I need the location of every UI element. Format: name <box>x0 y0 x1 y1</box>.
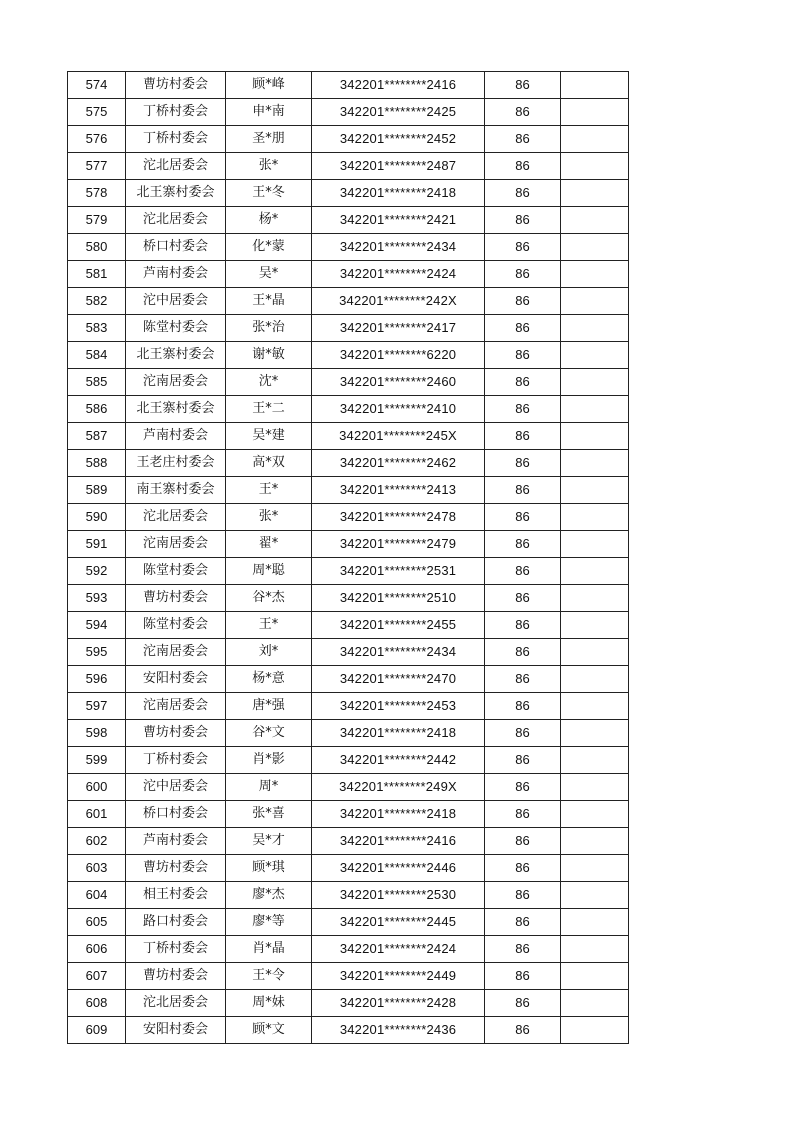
score-cell: 86 <box>485 72 561 99</box>
name-cell: 肖*晶 <box>226 936 312 963</box>
note-cell <box>561 369 629 396</box>
unit-cell: 曹坊村委会 <box>126 720 226 747</box>
id-number-cell: 342201********2417 <box>312 315 485 342</box>
row-number-cell: 583 <box>68 315 126 342</box>
unit-cell: 沱南居委会 <box>126 531 226 558</box>
score-cell: 86 <box>485 207 561 234</box>
row-number-cell: 591 <box>68 531 126 558</box>
score-cell: 86 <box>485 1017 561 1044</box>
row-number-cell: 598 <box>68 720 126 747</box>
score-cell: 86 <box>485 261 561 288</box>
note-cell <box>561 153 629 180</box>
table-row <box>68 747 629 774</box>
name-cell: 杨*意 <box>226 666 312 693</box>
unit-cell: 陈堂村委会 <box>126 558 226 585</box>
note-cell <box>561 855 629 882</box>
name-cell: 王*二 <box>226 396 312 423</box>
table-row <box>68 828 629 855</box>
row-number-cell: 605 <box>68 909 126 936</box>
note-cell <box>561 72 629 99</box>
note-cell <box>561 747 629 774</box>
table-row <box>68 234 629 261</box>
unit-cell: 北王寨村委会 <box>126 180 226 207</box>
unit-cell: 沱北居委会 <box>126 990 226 1017</box>
id-number-cell: 342201********2416 <box>312 72 485 99</box>
note-cell <box>561 612 629 639</box>
unit-cell: 芦南村委会 <box>126 423 226 450</box>
row-number-cell: 603 <box>68 855 126 882</box>
unit-cell: 北王寨村委会 <box>126 396 226 423</box>
unit-cell: 陈堂村委会 <box>126 315 226 342</box>
name-cell: 化*蒙 <box>226 234 312 261</box>
table-row <box>68 153 629 180</box>
table-row <box>68 180 629 207</box>
name-cell: 张* <box>226 504 312 531</box>
unit-cell: 曹坊村委会 <box>126 963 226 990</box>
table-row <box>68 774 629 801</box>
note-cell <box>561 585 629 612</box>
name-cell: 翟* <box>226 531 312 558</box>
id-number-cell: 342201********2460 <box>312 369 485 396</box>
table-row <box>68 558 629 585</box>
note-cell <box>561 342 629 369</box>
row-number-cell: 607 <box>68 963 126 990</box>
table-row <box>68 504 629 531</box>
name-cell: 王*冬 <box>226 180 312 207</box>
id-number-cell: 342201********2418 <box>312 180 485 207</box>
row-number-cell: 576 <box>68 126 126 153</box>
row-number-cell: 589 <box>68 477 126 504</box>
id-number-cell: 342201********2449 <box>312 963 485 990</box>
unit-cell: 沱中居委会 <box>126 288 226 315</box>
score-cell: 86 <box>485 234 561 261</box>
score-cell: 86 <box>485 990 561 1017</box>
table-row <box>68 99 629 126</box>
id-number-cell: 342201********2470 <box>312 666 485 693</box>
score-cell: 86 <box>485 153 561 180</box>
unit-cell: 丁桥村委会 <box>126 936 226 963</box>
unit-cell: 沱北居委会 <box>126 504 226 531</box>
name-cell: 廖*杰 <box>226 882 312 909</box>
id-number-cell: 342201********2530 <box>312 882 485 909</box>
table-row <box>68 936 629 963</box>
row-number-cell: 581 <box>68 261 126 288</box>
row-number-cell: 588 <box>68 450 126 477</box>
id-number-cell: 342201********2424 <box>312 261 485 288</box>
score-cell: 86 <box>485 369 561 396</box>
unit-cell: 曹坊村委会 <box>126 585 226 612</box>
table-row <box>68 585 629 612</box>
note-cell <box>561 693 629 720</box>
table-row <box>68 909 629 936</box>
row-number-cell: 575 <box>68 99 126 126</box>
unit-cell: 沱北居委会 <box>126 207 226 234</box>
table-row <box>68 531 629 558</box>
unit-cell: 沱北居委会 <box>126 153 226 180</box>
name-cell: 廖*等 <box>226 909 312 936</box>
note-cell <box>561 801 629 828</box>
note-cell <box>561 261 629 288</box>
name-cell: 杨* <box>226 207 312 234</box>
name-cell: 王* <box>226 612 312 639</box>
row-number-cell: 593 <box>68 585 126 612</box>
unit-cell: 沱中居委会 <box>126 774 226 801</box>
unit-cell: 丁桥村委会 <box>126 126 226 153</box>
score-cell: 86 <box>485 396 561 423</box>
unit-cell: 安阳村委会 <box>126 1017 226 1044</box>
row-number-cell: 606 <box>68 936 126 963</box>
note-cell <box>561 477 629 504</box>
row-number-cell: 582 <box>68 288 126 315</box>
row-number-cell: 608 <box>68 990 126 1017</box>
row-number-cell: 594 <box>68 612 126 639</box>
id-number-cell: 342201********2478 <box>312 504 485 531</box>
note-cell <box>561 396 629 423</box>
unit-cell: 丁桥村委会 <box>126 747 226 774</box>
unit-cell: 曹坊村委会 <box>126 72 226 99</box>
id-number-cell: 342201********6220 <box>312 342 485 369</box>
row-number-cell: 609 <box>68 1017 126 1044</box>
score-cell: 86 <box>485 720 561 747</box>
id-number-cell: 342201********2418 <box>312 801 485 828</box>
id-number-cell: 342201********2531 <box>312 558 485 585</box>
table-row <box>68 315 629 342</box>
row-number-cell: 597 <box>68 693 126 720</box>
unit-cell: 路口村委会 <box>126 909 226 936</box>
row-number-cell: 577 <box>68 153 126 180</box>
name-cell: 圣*朋 <box>226 126 312 153</box>
score-cell: 86 <box>485 666 561 693</box>
unit-cell: 芦南村委会 <box>126 828 226 855</box>
id-number-cell: 342201********2442 <box>312 747 485 774</box>
table-row <box>68 288 629 315</box>
note-cell <box>561 504 629 531</box>
score-cell: 86 <box>485 801 561 828</box>
row-number-cell: 578 <box>68 180 126 207</box>
name-cell: 谷*杰 <box>226 585 312 612</box>
table-row <box>68 369 629 396</box>
unit-cell: 沱南居委会 <box>126 369 226 396</box>
id-number-cell: 342201********2487 <box>312 153 485 180</box>
name-cell: 吴*建 <box>226 423 312 450</box>
roster-table-body <box>68 72 629 1044</box>
name-cell: 王* <box>226 477 312 504</box>
score-cell: 86 <box>485 855 561 882</box>
table-row <box>68 855 629 882</box>
score-cell: 86 <box>485 774 561 801</box>
table-row <box>68 612 629 639</box>
name-cell: 高*双 <box>226 450 312 477</box>
table-row <box>68 396 629 423</box>
score-cell: 86 <box>485 693 561 720</box>
row-number-cell: 590 <box>68 504 126 531</box>
name-cell: 顾*琪 <box>226 855 312 882</box>
note-cell <box>561 180 629 207</box>
score-cell: 86 <box>485 423 561 450</box>
score-cell: 86 <box>485 747 561 774</box>
score-cell: 86 <box>485 288 561 315</box>
table-row <box>68 261 629 288</box>
score-cell: 86 <box>485 558 561 585</box>
note-cell <box>561 882 629 909</box>
unit-cell: 桥口村委会 <box>126 234 226 261</box>
id-number-cell: 342201********2455 <box>312 612 485 639</box>
table-row <box>68 801 629 828</box>
table-row <box>68 450 629 477</box>
score-cell: 86 <box>485 963 561 990</box>
score-cell: 86 <box>485 180 561 207</box>
roster-sheet <box>67 71 629 1044</box>
table-row <box>68 477 629 504</box>
table-row <box>68 423 629 450</box>
id-number-cell: 342201********2452 <box>312 126 485 153</box>
score-cell: 86 <box>485 315 561 342</box>
score-cell: 86 <box>485 882 561 909</box>
row-number-cell: 592 <box>68 558 126 585</box>
name-cell: 周* <box>226 774 312 801</box>
id-number-cell: 342201********2453 <box>312 693 485 720</box>
row-number-cell: 604 <box>68 882 126 909</box>
table-row <box>68 720 629 747</box>
row-number-cell: 596 <box>68 666 126 693</box>
name-cell: 张* <box>226 153 312 180</box>
unit-cell: 南王寨村委会 <box>126 477 226 504</box>
name-cell: 申*南 <box>226 99 312 126</box>
unit-cell: 芦南村委会 <box>126 261 226 288</box>
score-cell: 86 <box>485 531 561 558</box>
note-cell <box>561 450 629 477</box>
table-row <box>68 666 629 693</box>
name-cell: 顾*峰 <box>226 72 312 99</box>
name-cell: 谷*文 <box>226 720 312 747</box>
table-row <box>68 207 629 234</box>
table-row <box>68 72 629 99</box>
id-number-cell: 342201********2424 <box>312 936 485 963</box>
unit-cell: 丁桥村委会 <box>126 99 226 126</box>
unit-cell: 北王寨村委会 <box>126 342 226 369</box>
note-cell <box>561 531 629 558</box>
id-number-cell: 342201********242X <box>312 288 485 315</box>
unit-cell: 沱南居委会 <box>126 693 226 720</box>
row-number-cell: 584 <box>68 342 126 369</box>
table-row <box>68 693 629 720</box>
score-cell: 86 <box>485 99 561 126</box>
table-row <box>68 990 629 1017</box>
note-cell <box>561 99 629 126</box>
name-cell: 吴* <box>226 261 312 288</box>
id-number-cell: 342201********2421 <box>312 207 485 234</box>
name-cell: 唐*强 <box>226 693 312 720</box>
name-cell: 张*喜 <box>226 801 312 828</box>
row-number-cell: 579 <box>68 207 126 234</box>
note-cell <box>561 774 629 801</box>
row-number-cell: 574 <box>68 72 126 99</box>
score-cell: 86 <box>485 612 561 639</box>
roster-table <box>67 71 629 1044</box>
id-number-cell: 342201********2436 <box>312 1017 485 1044</box>
name-cell: 刘* <box>226 639 312 666</box>
unit-cell: 桥口村委会 <box>126 801 226 828</box>
table-row <box>68 126 629 153</box>
name-cell: 顾*文 <box>226 1017 312 1044</box>
id-number-cell: 342201********2510 <box>312 585 485 612</box>
score-cell: 86 <box>485 342 561 369</box>
row-number-cell: 599 <box>68 747 126 774</box>
note-cell <box>561 1017 629 1044</box>
score-cell: 86 <box>485 828 561 855</box>
note-cell <box>561 990 629 1017</box>
note-cell <box>561 558 629 585</box>
score-cell: 86 <box>485 126 561 153</box>
id-number-cell: 342201********2416 <box>312 828 485 855</box>
note-cell <box>561 639 629 666</box>
note-cell <box>561 423 629 450</box>
unit-cell: 陈堂村委会 <box>126 612 226 639</box>
id-number-cell: 342201********249X <box>312 774 485 801</box>
note-cell <box>561 126 629 153</box>
row-number-cell: 601 <box>68 801 126 828</box>
note-cell <box>561 315 629 342</box>
id-number-cell: 342201********2462 <box>312 450 485 477</box>
note-cell <box>561 234 629 261</box>
row-number-cell: 600 <box>68 774 126 801</box>
id-number-cell: 342201********2446 <box>312 855 485 882</box>
table-row <box>68 639 629 666</box>
table-row <box>68 882 629 909</box>
id-number-cell: 342201********2434 <box>312 639 485 666</box>
note-cell <box>561 909 629 936</box>
unit-cell: 曹坊村委会 <box>126 855 226 882</box>
name-cell: 谢*敏 <box>226 342 312 369</box>
id-number-cell: 342201********2425 <box>312 99 485 126</box>
score-cell: 86 <box>485 585 561 612</box>
id-number-cell: 342201********2410 <box>312 396 485 423</box>
row-number-cell: 595 <box>68 639 126 666</box>
score-cell: 86 <box>485 477 561 504</box>
score-cell: 86 <box>485 639 561 666</box>
name-cell: 肖*影 <box>226 747 312 774</box>
row-number-cell: 580 <box>68 234 126 261</box>
id-number-cell: 342201********2428 <box>312 990 485 1017</box>
row-number-cell: 602 <box>68 828 126 855</box>
score-cell: 86 <box>485 450 561 477</box>
note-cell <box>561 828 629 855</box>
name-cell: 沈* <box>226 369 312 396</box>
unit-cell: 沱南居委会 <box>126 639 226 666</box>
name-cell: 王*晶 <box>226 288 312 315</box>
unit-cell: 安阳村委会 <box>126 666 226 693</box>
id-number-cell: 342201********2434 <box>312 234 485 261</box>
score-cell: 86 <box>485 936 561 963</box>
name-cell: 周*妹 <box>226 990 312 1017</box>
score-cell: 86 <box>485 504 561 531</box>
note-cell <box>561 720 629 747</box>
row-number-cell: 587 <box>68 423 126 450</box>
id-number-cell: 342201********2445 <box>312 909 485 936</box>
note-cell <box>561 288 629 315</box>
name-cell: 王*令 <box>226 963 312 990</box>
id-number-cell: 342201********2413 <box>312 477 485 504</box>
unit-cell: 相王村委会 <box>126 882 226 909</box>
note-cell <box>561 963 629 990</box>
name-cell: 吴*才 <box>226 828 312 855</box>
id-number-cell: 342201********245X <box>312 423 485 450</box>
table-row <box>68 342 629 369</box>
name-cell: 张*治 <box>226 315 312 342</box>
table-row <box>68 1017 629 1044</box>
note-cell <box>561 666 629 693</box>
unit-cell: 王老庄村委会 <box>126 450 226 477</box>
row-number-cell: 585 <box>68 369 126 396</box>
note-cell <box>561 207 629 234</box>
table-row <box>68 963 629 990</box>
score-cell: 86 <box>485 909 561 936</box>
note-cell <box>561 936 629 963</box>
id-number-cell: 342201********2479 <box>312 531 485 558</box>
name-cell: 周*聪 <box>226 558 312 585</box>
row-number-cell: 586 <box>68 396 126 423</box>
id-number-cell: 342201********2418 <box>312 720 485 747</box>
